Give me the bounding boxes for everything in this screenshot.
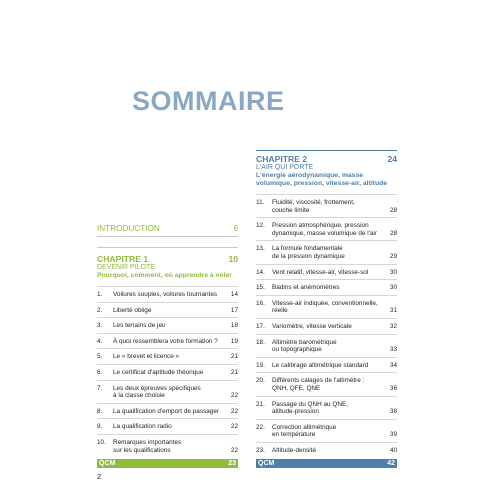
item-title: Voilures souples, voilures tournantes <box>113 291 218 298</box>
item-title: Le calibrage altimétrique standard <box>272 361 369 369</box>
item-number: 8. <box>97 407 103 415</box>
toc-item[interactable] <box>256 419 397 442</box>
toc-item[interactable] <box>256 217 397 240</box>
chapter-1-subtitle: DEVENIR PILOTE <box>97 264 155 271</box>
item-title: Remarques importantes sur les qualifications <box>113 438 182 454</box>
item-title: Les terrains de jeu <box>113 322 166 330</box>
item-title: Pression atmosphérique, pression dynamique, masse volumique de l'air <box>272 222 377 237</box>
toc-item[interactable] <box>256 279 397 295</box>
toc-item[interactable] <box>256 396 397 419</box>
item-page: 31 <box>389 307 397 315</box>
left-column <box>97 224 238 468</box>
toc-item[interactable] <box>256 442 397 458</box>
introduction-entry[interactable] <box>97 224 238 237</box>
item-title: La qualification d'emport de passager <box>113 407 220 415</box>
page-number: 2 <box>97 472 102 481</box>
item-number: 23. <box>256 446 265 454</box>
item-page: 22 <box>230 392 238 400</box>
toc-item[interactable] <box>97 364 238 380</box>
toc-item[interactable] <box>97 380 238 403</box>
item-page: 28 <box>389 206 397 214</box>
item-title: Passage du QNH au QNE, altitude-pression <box>272 400 349 416</box>
item-number: 15. <box>256 284 265 292</box>
toc-item[interactable] <box>256 357 397 373</box>
item-number: 3. <box>97 322 103 330</box>
toc-item[interactable] <box>97 302 238 318</box>
chapter-2-subtitle: L'AIR QUI PORTE <box>256 164 314 171</box>
item-title: Vent relatif, vitesse-air, vitesse-sol <box>272 268 369 276</box>
item-title: Variomètre, vitesse verticale <box>272 322 352 330</box>
item-page: 33 <box>389 346 397 354</box>
introduction-page: 6 <box>233 224 238 233</box>
qcm-page: 23 <box>228 460 236 468</box>
item-page: 21 <box>230 353 238 361</box>
item-number: 1. <box>97 291 103 298</box>
toc-item[interactable] <box>256 240 397 263</box>
item-number: 17. <box>256 322 265 330</box>
item-page: 39 <box>389 431 397 439</box>
item-number: 18. <box>256 338 265 346</box>
item-number: 9. <box>97 423 103 431</box>
item-title: Différents calages de l'altimètre : QNH, QFE, QNE <box>272 377 365 392</box>
item-page: 18 <box>230 322 238 330</box>
item-number: 14. <box>256 268 265 276</box>
item-number: 2. <box>97 306 103 314</box>
toc-item[interactable] <box>256 334 397 357</box>
item-page: 28 <box>389 229 397 237</box>
item-page: 22 <box>230 407 238 415</box>
item-title: Vitesse-air indiquée, conventionnelle, réelle <box>272 299 378 315</box>
item-page: 21 <box>230 368 238 376</box>
toc-item[interactable] <box>97 434 238 457</box>
toc-item[interactable] <box>256 318 397 334</box>
item-title: Altimètre barométrique ou topographique <box>272 338 337 354</box>
chapter-2-heading[interactable] <box>256 150 397 164</box>
chapter-1-description: Pourquoi, comment, où apprendre à voler <box>97 272 232 279</box>
chapter-2-qcm[interactable] <box>256 459 397 468</box>
toc-item[interactable] <box>256 264 397 280</box>
item-title: À quoi ressemblera votre formation ? <box>113 337 218 345</box>
item-page: 29 <box>389 252 397 260</box>
item-number: 13. <box>256 245 265 253</box>
item-page: 22 <box>230 423 238 431</box>
item-number: 6. <box>97 368 103 376</box>
item-title: Le « brevet et licence » <box>113 353 180 361</box>
toc-item[interactable] <box>97 317 238 333</box>
toc-item[interactable] <box>97 333 238 349</box>
chapter-2-items <box>256 194 397 457</box>
item-title: La formule fondamentale de la pression dynamique <box>272 245 345 260</box>
right-column <box>256 150 397 468</box>
qcm-label: QCM <box>258 460 275 468</box>
item-title: Badins et anémomètres <box>272 284 340 292</box>
item-page: 36 <box>389 384 397 392</box>
toc-item[interactable] <box>97 418 238 434</box>
chapter-2-label: CHAPITRE 2 <box>256 154 308 164</box>
item-page: 34 <box>389 361 397 369</box>
chapter-1-heading[interactable] <box>97 247 238 264</box>
chapter-1-label: CHAPITRE 1 <box>97 254 149 264</box>
chapter-1-qcm[interactable] <box>97 459 238 468</box>
toc-item[interactable] <box>97 286 238 302</box>
item-number: 4. <box>97 337 103 345</box>
item-number: 5. <box>97 353 103 361</box>
qcm-page: 42 <box>387 460 395 468</box>
chapter-1-items <box>97 286 238 457</box>
qcm-label: QCM <box>99 460 116 468</box>
toc-item[interactable] <box>256 372 397 395</box>
item-number: 21. <box>256 400 265 408</box>
item-number: 10. <box>97 438 106 446</box>
toc-item[interactable] <box>97 403 238 419</box>
item-title: Liberté oblige <box>113 306 152 314</box>
item-title: Les deux épreuves spécifiques à la classe choisie <box>113 384 201 400</box>
toc-item[interactable] <box>256 194 397 217</box>
item-page: 17 <box>230 306 238 314</box>
item-title: Fluidité, viscosité, frottement, couche limite <box>272 199 355 214</box>
item-page: 38 <box>389 408 397 416</box>
item-page: 22 <box>230 446 238 454</box>
item-number: 22. <box>256 423 265 431</box>
toc-item[interactable] <box>97 348 238 364</box>
chapter-2-page: 24 <box>387 154 397 164</box>
item-number: 20. <box>256 377 265 385</box>
item-page: 14 <box>230 291 238 298</box>
item-page: 30 <box>389 284 397 292</box>
introduction-label: INTRODUCTION <box>97 224 160 233</box>
item-page: 32 <box>389 322 397 330</box>
toc-item[interactable] <box>256 295 397 318</box>
page-title: SOMMAIRE <box>132 86 285 116</box>
item-page: 40 <box>389 446 397 454</box>
item-number: 16. <box>256 299 265 307</box>
item-title: Altitude-densité <box>272 446 317 454</box>
item-title: Correction altimétrique en température <box>272 423 337 439</box>
item-title: Le certificat d'aptitude théorique <box>113 368 204 376</box>
item-page: 30 <box>389 268 397 276</box>
chapter-1-page: 10 <box>228 254 238 264</box>
item-number: 7. <box>97 384 103 392</box>
item-number: 19. <box>256 361 265 369</box>
item-title: La qualification radio <box>113 423 172 431</box>
chapter-2-description: L'énergie aérodynamique, masse volumique, pression, vitesse-air, altitude <box>256 172 388 187</box>
item-number: 12. <box>256 222 265 230</box>
item-number: 11. <box>256 199 265 206</box>
item-page: 19 <box>230 337 238 345</box>
